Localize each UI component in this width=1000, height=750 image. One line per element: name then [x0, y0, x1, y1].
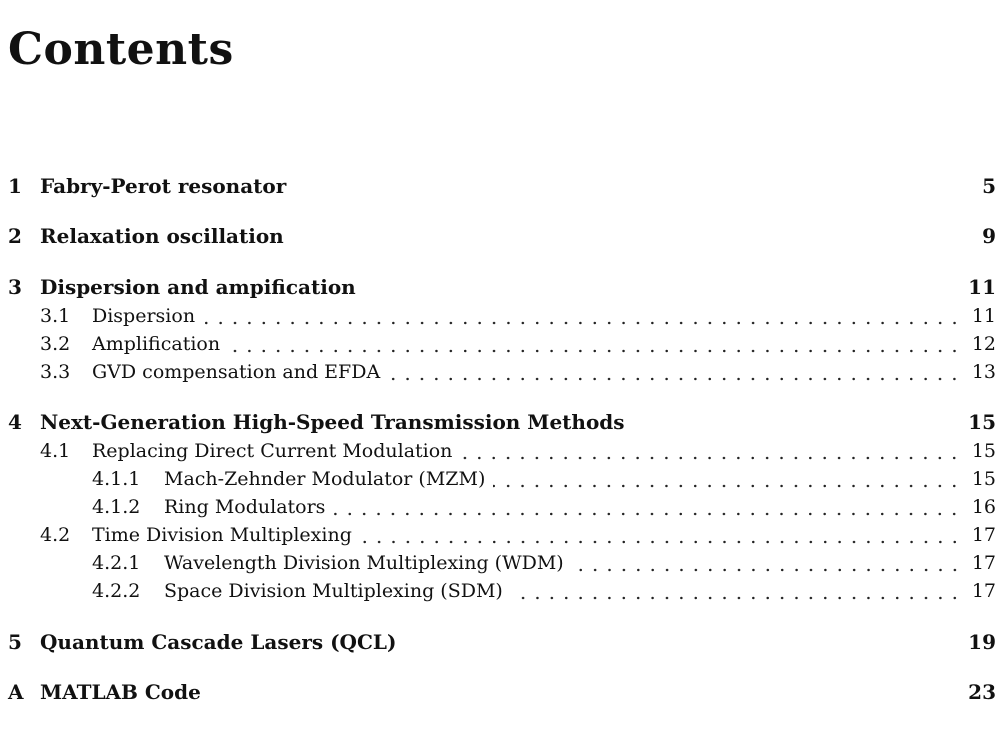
toc-entry-number: 2	[8, 224, 22, 248]
toc-entry-page: 16	[971, 496, 996, 518]
page-title: Contents	[8, 24, 234, 75]
toc-entry-page: 13	[971, 361, 996, 383]
toc-entry-subsection-4-2-2[interactable]	[8, 577, 996, 605]
toc-entry-title: Replacing Direct Current Modulation	[92, 440, 453, 462]
toc-entry-number: 4.1	[40, 440, 71, 462]
toc-entry-number: 4.1.2	[92, 496, 141, 518]
toc-entry-number: 3.1	[40, 305, 71, 327]
toc-entry-number: 4	[8, 410, 22, 434]
dot-leader	[388, 377, 962, 381]
dot-leader	[203, 321, 962, 325]
toc-entry-title: Amplification	[92, 333, 221, 355]
toc-entry-chapter-2[interactable]	[8, 222, 996, 250]
toc-entry-page: 11	[968, 275, 996, 299]
dot-leader	[360, 540, 962, 544]
dot-leader	[572, 568, 962, 572]
toc-entry-section-3-2[interactable]	[8, 330, 996, 358]
toc-entry-number: A	[8, 680, 24, 704]
toc-entry-title: Time Division Multiplexing	[92, 524, 352, 546]
toc-entry-page: 23	[968, 680, 996, 704]
toc-entry-subsection-4-1-1[interactable]	[8, 465, 996, 493]
dot-leader	[511, 596, 962, 600]
toc-entry-title: Wavelength Division Multiplexing (WDM)	[164, 552, 564, 574]
toc-entry-number: 3.2	[40, 333, 71, 355]
toc-entry-page: 19	[968, 630, 996, 654]
toc-entry-page: 11	[971, 305, 996, 327]
toc-entry-appendix-a[interactable]	[8, 678, 996, 706]
toc-entry-chapter-5[interactable]	[8, 628, 996, 656]
toc-entry-page: 15	[968, 410, 996, 434]
toc-entry-subsection-4-2-1[interactable]	[8, 549, 996, 577]
toc-entry-title: Relaxation oscillation	[40, 224, 284, 248]
toc-entry-page: 5	[982, 174, 996, 198]
dot-leader	[493, 484, 961, 488]
toc-entry-title: Mach-Zehnder Modulator (MZM)	[164, 468, 486, 490]
dot-leader	[460, 456, 961, 460]
toc-entry-number: 4.1.1	[92, 468, 141, 490]
toc-entry-number: 4.2	[40, 524, 71, 546]
toc-entry-title: MATLAB Code	[40, 680, 201, 704]
toc-entry-number: 4.2.2	[92, 580, 141, 602]
dot-leader	[228, 349, 962, 353]
toc-entry-section-4-1[interactable]	[8, 437, 996, 465]
toc-entry-number: 5	[8, 630, 22, 654]
toc-entry-section-3-3[interactable]	[8, 358, 996, 386]
toc-entry-title: Dispersion and ampification	[40, 275, 356, 299]
toc-entry-page: 17	[971, 524, 996, 546]
toc-entry-number: 3.3	[40, 361, 71, 383]
toc-entry-title: Space Division Multiplexing (SDM)	[164, 580, 503, 602]
toc-entry-title: Ring Modulators	[164, 496, 326, 518]
toc-entry-section-3-1[interactable]	[8, 302, 996, 330]
toc-entry-number: 1	[8, 174, 22, 198]
dot-leader	[333, 512, 961, 516]
toc-entry-title: GVD compensation and EFDA	[92, 361, 381, 383]
toc-entry-page: 15	[971, 440, 996, 462]
toc-entry-subsection-4-1-2[interactable]	[8, 493, 996, 521]
toc-entry-chapter-3[interactable]	[8, 273, 996, 301]
toc-entry-title: Fabry-Perot resonator	[40, 174, 287, 198]
toc-entry-page: 17	[971, 552, 996, 574]
toc-entry-number: 3	[8, 275, 22, 299]
toc-entry-chapter-4[interactable]	[8, 408, 996, 436]
toc-entry-chapter-1[interactable]	[8, 172, 996, 200]
toc-entry-section-4-2[interactable]	[8, 521, 996, 549]
toc-entry-page: 17	[971, 580, 996, 602]
toc-entry-page: 12	[971, 333, 996, 355]
toc-entry-title: Dispersion	[92, 305, 196, 327]
toc-entry-page: 15	[971, 468, 996, 490]
toc-entry-number: 4.2.1	[92, 552, 141, 574]
toc-entry-page: 9	[982, 224, 996, 248]
toc-entry-title: Next-Generation High-Speed Transmission Methods	[40, 410, 625, 434]
toc-entry-title: Quantum Cascade Lasers (QCL)	[40, 630, 397, 654]
